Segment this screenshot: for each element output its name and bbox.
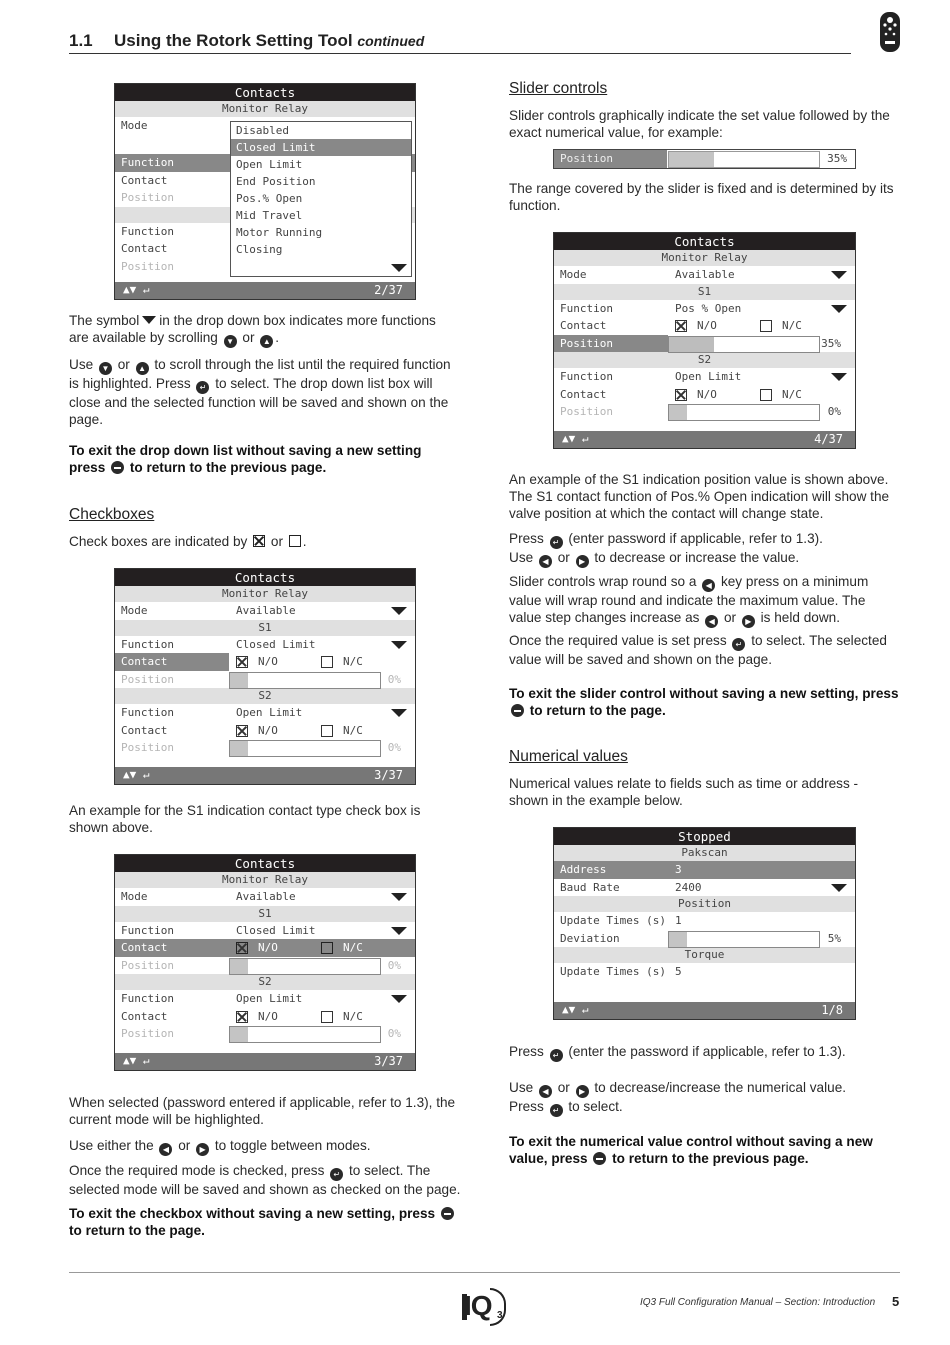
text: or — [270, 534, 283, 549]
row-value: 3 — [675, 863, 682, 876]
dropdown-arrow-icon — [391, 709, 407, 717]
row-label: Contact — [121, 173, 168, 187]
checkbox-label: N/C — [343, 723, 363, 737]
slider-bar[interactable] — [668, 151, 820, 168]
row-label: Deviation — [560, 931, 620, 945]
row-function[interactable] — [115, 704, 415, 722]
paragraph-numerical-intro: Numerical values relate to fields such as time or address - shown in the example below. — [509, 776, 859, 808]
text: to select. — [568, 1099, 623, 1114]
checkbox-label: N/C — [782, 387, 802, 401]
left-key-icon: ◀ — [539, 1085, 552, 1098]
screen-title: Contacts — [115, 855, 415, 872]
dropdown-arrow-icon — [391, 893, 407, 901]
text: Check boxes are indicated by — [69, 534, 248, 549]
back-key-icon — [593, 1152, 606, 1165]
slider-fill — [230, 1027, 248, 1042]
slider-fill — [230, 741, 248, 756]
enter-key-icon: ↵ — [550, 1104, 563, 1117]
screen-contacts-checkbox — [114, 568, 416, 785]
position-slider[interactable] — [229, 958, 381, 975]
checkbox-label: N/O — [258, 1009, 278, 1023]
text: to return to the previous page. — [129, 460, 327, 475]
paragraph-slider-wrap — [509, 573, 901, 628]
deviation-slider[interactable] — [668, 931, 820, 948]
row-function[interactable] — [115, 990, 415, 1008]
row-position[interactable] — [115, 671, 415, 689]
row-label: Mode — [560, 268, 587, 281]
scroll-up-key-icon: ▲ — [136, 362, 149, 375]
text: (enter the password if applicable, refer to 1.3). — [568, 1044, 846, 1059]
screen-footer — [554, 1002, 855, 1019]
dropdown-arrow-icon — [391, 995, 407, 1003]
screen-footer — [554, 431, 855, 448]
row-label: Function — [121, 637, 174, 651]
row-label: Function — [560, 370, 613, 383]
screen-contacts-slider — [553, 232, 856, 449]
row-label: Position — [121, 259, 174, 273]
row-label: Function — [121, 224, 174, 238]
text: to decrease/increase the numerical value. — [594, 1080, 847, 1095]
checkbox-unchecked[interactable] — [321, 1011, 333, 1023]
text: key press on a minimum value will wrap round and indicate the maximum value. The value step changes increase as — [509, 574, 869, 625]
screen-footer — [115, 282, 415, 299]
checkbox-unchecked[interactable] — [321, 725, 333, 737]
right-key-icon: ▶ — [576, 555, 589, 568]
paragraph-use-scroll — [69, 356, 459, 428]
screen-band: Monitor Relay — [115, 101, 415, 117]
row-label: Function — [121, 706, 174, 719]
text: To exit the numerical value control without saving a new value, press — [509, 1134, 873, 1166]
row-label: Function — [121, 923, 174, 937]
enter-key-icon: ↵ — [550, 1049, 563, 1062]
paragraph-exit-numerical — [509, 1133, 901, 1167]
row-label: Mode — [121, 119, 148, 132]
row-label-highlighted: Contact — [115, 653, 229, 671]
page-indicator: 3/37 — [374, 768, 403, 782]
text: Once the required value is set press — [509, 633, 727, 648]
checkbox-unchecked[interactable] — [760, 389, 772, 401]
paragraph-num-press — [509, 1043, 901, 1062]
dropdown-item[interactable]: Closing — [236, 243, 283, 256]
unchecked-box-icon — [289, 535, 301, 547]
row-value: Available — [675, 268, 735, 281]
checkbox-checked[interactable] — [675, 320, 687, 332]
left-key-icon: ◀ — [702, 579, 715, 592]
text: to toggle between modes. — [214, 1138, 371, 1153]
paragraph-num-use — [509, 1079, 901, 1117]
row-label: Contact — [121, 1009, 168, 1023]
text: Use — [509, 1080, 534, 1095]
text: to select. The selected mode will be saved and shown as checked on the page. — [69, 1163, 461, 1197]
band-s2: S2 — [115, 974, 415, 990]
row-label: Position — [121, 1027, 174, 1040]
row-value: Open Limit — [675, 370, 742, 383]
checkbox-label: N/O — [258, 941, 278, 954]
row-label: Position — [121, 958, 174, 972]
position-slider[interactable] — [668, 336, 820, 353]
text: Slider controls wrap round so a — [509, 574, 697, 589]
row-position[interactable] — [115, 1025, 415, 1043]
text: or — [117, 357, 130, 372]
row-update-times-torque[interactable] — [554, 963, 855, 981]
row-mode[interactable] — [115, 602, 415, 620]
heading-checkboxes: Checkboxes — [69, 506, 155, 523]
right-key-icon: ▶ — [742, 615, 755, 628]
checkbox-checked[interactable] — [675, 389, 687, 401]
slider-example[interactable] — [553, 149, 856, 169]
text: Press — [509, 1099, 544, 1114]
text: To exit the slider control without saving a new setting, press — [509, 686, 899, 701]
row-value: Open Limit — [236, 992, 303, 1005]
right-key-icon: ▶ — [196, 1143, 209, 1156]
title-suffix: continued — [357, 33, 425, 49]
slider-fill — [669, 337, 714, 352]
row-label: Position — [121, 672, 174, 686]
row-label: Update Times (s) — [560, 914, 666, 927]
slider-fill — [669, 405, 687, 420]
row-position[interactable] — [115, 957, 415, 975]
scroll-down-key-icon: ▼ — [99, 362, 112, 375]
row-value: 1 — [675, 914, 682, 927]
checkbox-label: N/O — [258, 723, 278, 737]
row-label: Contact — [121, 941, 168, 954]
text: (enter password if applicable, refer to 1.3). — [568, 531, 823, 546]
slider-fill — [669, 152, 714, 167]
row-label: Baud Rate — [560, 880, 620, 894]
nav-arrows-enter-icon: ▲▼ ↵ — [123, 768, 150, 781]
row-label: Position — [560, 405, 613, 418]
nav-arrows-enter-icon: ▲▼ ↵ — [562, 432, 589, 445]
text: Use — [69, 357, 94, 372]
position-slider[interactable] — [229, 1026, 381, 1043]
position-slider[interactable] — [668, 404, 820, 421]
row-mode[interactable] — [554, 266, 855, 284]
screen-title: Contacts — [115, 84, 415, 101]
paragraph-slider-select — [509, 632, 901, 668]
row-function[interactable] — [115, 636, 415, 654]
checkbox-unchecked[interactable] — [760, 320, 772, 332]
checkbox-unchecked[interactable] — [321, 942, 333, 954]
text: Use either the — [69, 1138, 154, 1153]
row-label-highlighted: Position — [554, 335, 668, 353]
text: or — [242, 330, 255, 345]
row-contact[interactable] — [554, 317, 855, 335]
page-indicator: 1/8 — [821, 1003, 843, 1017]
row-value: 5 — [675, 965, 682, 978]
text: to select. The drop down list box will close and the selected function will be saved and shown on the page. — [69, 376, 449, 427]
paragraph-toggle — [69, 1137, 464, 1156]
page-indicator: 2/37 — [374, 283, 403, 297]
setting-tool-icon — [878, 11, 902, 53]
row-value: Closed Limit — [236, 923, 316, 937]
section-number: 1.1 — [69, 31, 93, 50]
scroll-up-key-icon: ▲ — [260, 335, 273, 348]
logo-superscript: 3 — [497, 1310, 503, 1321]
screen-band: Monitor Relay — [554, 250, 855, 266]
more-down-arrow-icon — [391, 264, 407, 272]
text: Press — [509, 1044, 544, 1059]
screen-footer — [115, 1053, 415, 1070]
row-contact[interactable] — [115, 1008, 415, 1026]
screen-band: Monitor Relay — [115, 586, 415, 602]
iq3-logo — [462, 1290, 506, 1330]
row-update-times[interactable] — [554, 912, 855, 930]
row-label: Contact — [560, 387, 607, 401]
text: Use — [509, 550, 534, 565]
band-s2: S2 — [554, 352, 855, 368]
row-label: Address — [560, 863, 607, 876]
band-s1: S1 — [115, 906, 415, 922]
position-slider[interactable] — [229, 672, 381, 689]
checkbox-label: N/O — [697, 387, 717, 401]
checkbox-label: N/O — [258, 655, 278, 668]
text: to decrease or increase the value. — [594, 550, 800, 565]
row-contact[interactable] — [115, 722, 415, 740]
slider-fill — [669, 932, 687, 947]
dropdown-item[interactable]: Mid Travel — [236, 209, 303, 222]
screen-contacts-mode-highlighted — [114, 854, 416, 1071]
row-function[interactable] — [554, 300, 855, 318]
checkbox-label: N/C — [782, 319, 802, 332]
row-contact-highlighted[interactable] — [115, 939, 415, 957]
row-label: Position — [121, 191, 174, 204]
dropdown-item-selected[interactable]: Closed Limit — [231, 139, 411, 156]
page-number: 5 — [892, 1294, 900, 1309]
paragraph-slider-intro: Slider controls graphically indicate the set value followed by the exact numerical value, for example: — [509, 108, 890, 140]
slider-value: 0% — [387, 672, 401, 686]
header-rule — [69, 53, 851, 54]
row-label: Position — [121, 741, 174, 754]
enter-key-icon: ↵ — [550, 536, 563, 549]
text: Once the required mode is checked, press — [69, 1163, 325, 1178]
band-torque: Torque — [554, 947, 855, 963]
text: or — [724, 610, 737, 625]
checkbox-unchecked[interactable] — [321, 656, 333, 668]
enter-key-icon: ↵ — [732, 638, 745, 651]
text: to return to the page. — [529, 703, 666, 718]
paragraph-when-selected: When selected (password entered if applicable, refer to 1.3), the current mode will be highlighted. — [69, 1095, 456, 1127]
row-label: Function — [560, 301, 613, 315]
dropdown-arrow-icon — [831, 373, 847, 381]
paragraph-exit-checkbox — [69, 1205, 464, 1239]
nav-arrows-enter-icon: ▲▼ ↵ — [562, 1003, 589, 1016]
heading-slider-controls: Slider controls — [509, 80, 608, 97]
position-slider[interactable] — [229, 740, 381, 757]
row-label: Contact — [560, 319, 607, 332]
text: to return to the page. — [69, 1223, 205, 1238]
row-label: Function — [121, 156, 174, 169]
row-value: Available — [236, 890, 296, 903]
dropdown-arrow-icon — [391, 607, 407, 615]
paragraph-symbol: The symbol in the drop down box indicates more functions are available by scrolling ▼ or ▲ . — [69, 313, 436, 346]
text: Press — [509, 531, 544, 546]
text: to scroll through the list until the required function is highlighted. Press — [69, 357, 451, 391]
screen-band: Monitor Relay — [115, 872, 415, 888]
row-label: Contact — [121, 242, 168, 255]
row-position[interactable] — [554, 335, 855, 353]
slider-value: 0% — [827, 405, 841, 418]
page-title — [114, 31, 424, 51]
enter-key-icon: ↵ — [196, 381, 209, 394]
checkbox-checked[interactable] — [236, 942, 248, 954]
dropdown-arrow-icon — [831, 271, 847, 279]
paragraph-exit-slider — [509, 685, 901, 719]
title-text: Using the Rotork Setting Tool — [114, 31, 353, 50]
screen-band: Pakscan — [554, 845, 855, 861]
row-baud-rate[interactable] — [554, 879, 855, 897]
footer-rule — [69, 1272, 900, 1273]
row-value: Open Limit — [236, 706, 303, 719]
page-indicator: 3/37 — [374, 1054, 403, 1068]
slider-value: 5% — [827, 931, 841, 945]
scroll-down-key-icon: ▼ — [224, 335, 237, 348]
row-deviation[interactable] — [554, 930, 855, 948]
text: or — [557, 550, 570, 565]
enter-key-icon: ↵ — [330, 1168, 343, 1181]
slider-fill — [230, 959, 248, 974]
slider-value: 0% — [387, 958, 401, 972]
slider-fill — [230, 673, 248, 688]
back-key-icon — [511, 704, 524, 717]
slider-value: 35% — [827, 152, 847, 165]
left-key-icon: ◀ — [705, 615, 718, 628]
text: to select. The selected value will be saved and shown on the page. — [509, 633, 887, 667]
row-label: Update Times (s) — [560, 965, 666, 978]
row-contact[interactable] — [115, 653, 415, 671]
text: in the drop down box indicates more functions are available by scrolling — [69, 313, 436, 345]
back-key-icon — [111, 461, 124, 474]
slider-label: Position — [554, 150, 667, 168]
row-mode[interactable] — [115, 888, 415, 906]
row-label: Mode — [121, 604, 148, 617]
slider-value: 0% — [387, 1027, 401, 1040]
paragraph-cb-caption: An example for the S1 indication contact type check box is shown above. — [69, 803, 421, 835]
screen-title: Stopped — [554, 828, 855, 845]
text: The symbol — [69, 313, 140, 328]
paragraph-exit-dropdown — [69, 442, 459, 476]
row-value: Closed Limit — [236, 637, 316, 651]
text: To exit the drop down list without saving a new setting press — [69, 443, 422, 475]
screen-title: Contacts — [115, 569, 415, 586]
checkbox-checked[interactable] — [236, 725, 248, 737]
screen-footer — [115, 767, 415, 784]
left-key-icon: ◀ — [539, 555, 552, 568]
band-s1: S1 — [115, 620, 415, 636]
nav-arrows-enter-icon: ▲▼ ↵ — [123, 283, 150, 296]
paragraph-slider-press — [509, 530, 901, 568]
dropdown-arrow-icon — [391, 927, 407, 935]
row-function[interactable] — [115, 922, 415, 940]
band-s2: S2 — [115, 688, 415, 704]
page-indicator: 4/37 — [814, 432, 843, 446]
paragraph-checkboxes: Check boxes are indicated by or . — [69, 534, 307, 549]
nav-arrows-enter-icon: ▲▼ ↵ — [123, 1054, 150, 1067]
screen-title: Contacts — [554, 233, 855, 250]
text: is held down. — [760, 610, 841, 625]
text: To exit the checkbox without saving a new setting, press — [69, 1206, 436, 1221]
slider-value: 0% — [387, 741, 401, 754]
checkbox-checked[interactable] — [236, 656, 248, 668]
dropdown-item[interactable]: Disabled — [236, 124, 289, 137]
dropdown-arrow-icon — [831, 305, 847, 313]
text: to return to the previous page. — [612, 1151, 809, 1166]
row-contact[interactable] — [554, 386, 855, 404]
footer-manual-title: IQ3 Full Configuration Manual – Section: Introduction — [640, 1297, 876, 1308]
dropdown-item[interactable]: Pos.% Open — [236, 192, 303, 205]
checkbox-label: N/O — [697, 319, 717, 332]
screen-stopped-pakscan — [553, 827, 856, 1020]
row-label: Mode — [121, 890, 148, 903]
row-value: Pos % Open — [675, 301, 742, 315]
right-key-icon: ▶ — [576, 1085, 589, 1098]
row-position[interactable] — [554, 403, 855, 421]
dropdown-arrow-icon — [391, 641, 407, 649]
checked-box-icon — [253, 535, 265, 547]
back-key-icon — [441, 1207, 454, 1220]
dropdown-arrow-icon — [142, 316, 156, 324]
checkbox-label: N/C — [343, 1009, 363, 1023]
row-function[interactable] — [554, 368, 855, 386]
text: or — [557, 1080, 570, 1095]
screen-contacts-dropdown — [114, 83, 416, 300]
dropdown-item[interactable]: Motor Running — [236, 226, 323, 239]
dropdown-arrow-icon — [831, 884, 847, 892]
row-value: 2400 — [675, 880, 702, 894]
left-key-icon: ◀ — [159, 1143, 172, 1156]
paragraph-s1-example: An example of the S1 indication position value is shown above. The S1 contact function of Pos.% Open indication will show the valve position at which the contact will change state. — [509, 472, 890, 521]
heading-numerical-values: Numerical values — [509, 748, 628, 765]
checkbox-label: N/C — [343, 655, 363, 668]
row-address-highlighted[interactable] — [554, 861, 855, 879]
text: or — [178, 1138, 191, 1153]
row-position[interactable] — [115, 739, 415, 757]
dropdown-item[interactable]: Open Limit — [236, 158, 303, 171]
row-value: Available — [236, 604, 296, 617]
function-dropdown-list[interactable] — [230, 121, 412, 277]
band-position: Position — [554, 896, 855, 912]
slider-value: 35% — [821, 336, 841, 350]
checkbox-checked[interactable] — [236, 1011, 248, 1023]
paragraph-slider-range: The range covered by the slider is fixed and is determined by its function. — [509, 181, 894, 213]
row-label: Contact — [121, 723, 168, 737]
band-s1: S1 — [554, 284, 855, 300]
logo-text: IQ — [464, 1290, 492, 1321]
paragraph-mode-checked — [69, 1162, 464, 1198]
checkbox-label: N/C — [343, 941, 363, 954]
row-label: Function — [121, 992, 174, 1005]
dropdown-item[interactable]: End Position — [236, 175, 316, 188]
